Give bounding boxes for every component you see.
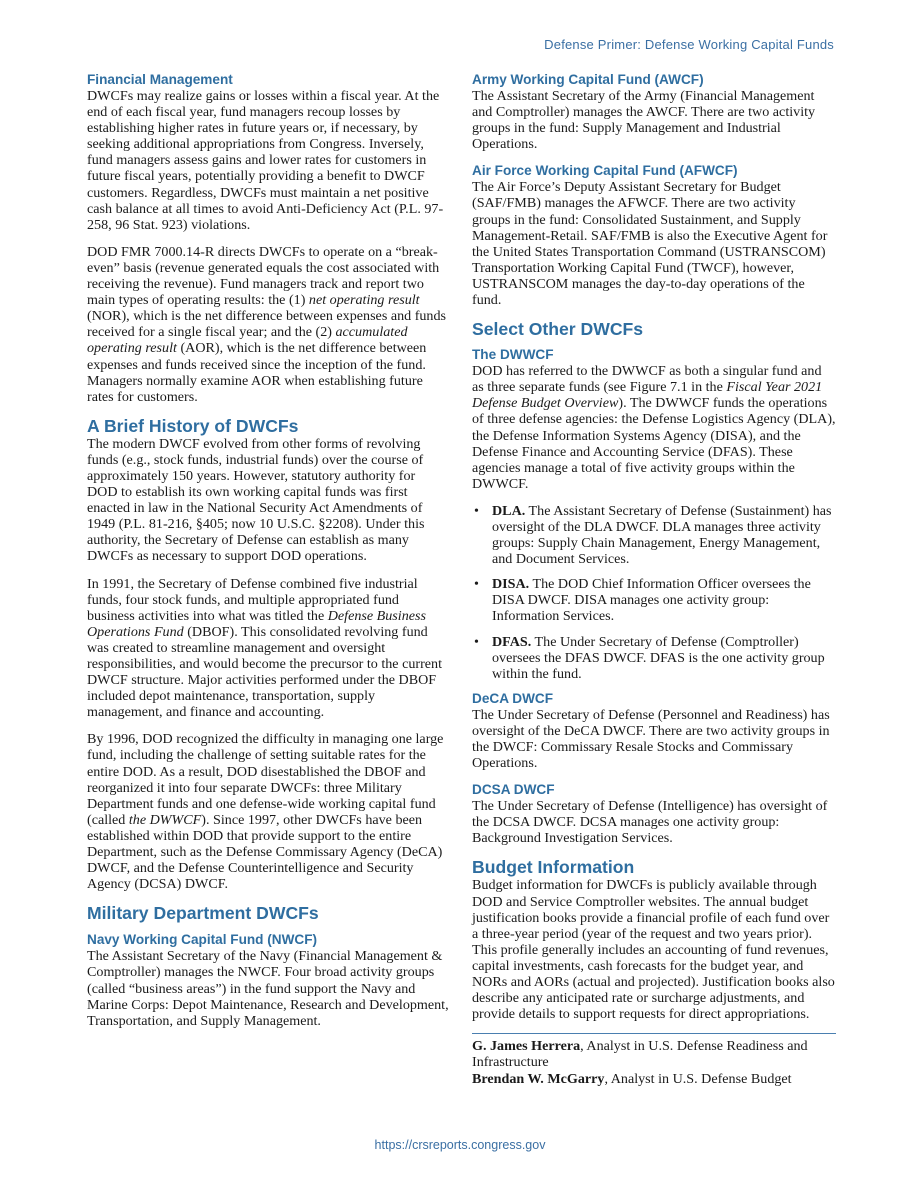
dcsa-paragraph: The Under Secretary of Defense (Intelligence) has oversight of the DCSA DWCF. DCSA manages one activity group: Background Investigation Services. <box>472 798 828 847</box>
dcsa-heading: DCSA DWCF <box>472 782 555 798</box>
left-column <box>87 72 449 1040</box>
list-item: • DLA. The Assistant Secretary of Defense (Sustainment) has oversight of the DLA DWCF. DLA manages three activity groups: Supply Chain Management, Energy Management, and Document Services. <box>474 502 832 568</box>
agency-list <box>472 503 836 682</box>
history-paragraph-2: In 1991, the Secretary of Defense combined five industrial funds, four stock funds, and multiple appropriated fund business activities into what was titled the Defense Business Operations Fund (DBOF). This consolidated revolving fund was created to streamline management and oversight responsibilities, and would become the precursor to the current DWCF structure. Major activities performed under the DBOF included depot maintenance, transportation, supply management, and finance and accounting. <box>87 575 442 721</box>
budget-paragraph: Budget information for DWCFs is publicly available through DOD and Service Comptroller websites. The annual budget justification books provide a financial profile of each fund over a three-year period (year of the request and two years prior). This profile generally includes an accounting of fund revenues, capital investments, cash forecasts for the budget year, and NORs and AORs (actual and projected). Justification books also describe any anticipated rate or surcharge adjustments, and provide details to support requests for direct appropriations. <box>472 877 835 1023</box>
financial-management-heading: Financial Management <box>87 72 233 87</box>
running-header: Defense Primer: Defense Working Capital Funds <box>544 37 834 52</box>
awcf-paragraph: The Assistant Secretary of the Army (Financial Management and Comptroller) manages the AWCF. There are two activity groups in the fund: Supply Management and Industrial Operations. <box>472 88 816 153</box>
history-paragraph-1: The modern DWCF evolved from other forms of revolving funds (e.g., stock funds, industrial funds) over the course of approximately 150 years. However, statutory authority for DOD to establish its own working capital funds was first enacted in law in the National Security Act Amendments of 1949 (P.L. 81-216, §405; now 10 U.S.C. §2208). Under this authority, the Secretary of Defense can establish as many DWCFs as necessary to support DOD operations. <box>87 435 425 565</box>
author-block <box>472 1033 836 1086</box>
other-dwcfs-heading: Select Other DWCFs <box>472 319 644 340</box>
dwwcf-paragraph: DOD has referred to the DWWCF as both a singular fund and as three separate funds (see Figure 7.1 in the Fiscal Year 2021 Defense Budget Overview). The DWWCF funds the operations of three defense agencies: the Defense Logistics Agency (DLA), the Defense Information Systems Agency (DISA), and the Defense Finance and Accounting Service (DFAS). These agencies manage a total of five activity groups within the DWWCF. <box>472 363 836 492</box>
history-heading: A Brief History of DWCFs <box>87 415 299 436</box>
afwcf-heading: Air Force Working Capital Fund (AFWCF) <box>472 163 738 179</box>
deca-heading: DeCA DWCF <box>472 690 554 706</box>
financial-management-paragraph-1: DWCFs may realize gains or losses within a fiscal year. At the end of each fiscal year, fund managers recoup losses by establishing higher rates in future years or, if necessary, by seeking additional appropriations from Congress. Inversely, fund managers assess gains and lower rates for customers in future fiscal years, potentially providing a benefit to DWCF customers. Regardless, DWCFs must maintain a net positive cash balance at all times to avoid Anti-Deficiency Act (P.L. 97-258, 96 Stat. 923) violations. <box>87 88 444 233</box>
list-item: • DISA. The DOD Chief Information Officer oversees the DISA DWCF. DISA manages one activity group: Information Services. <box>474 576 811 625</box>
list-item: • DFAS. The Under Secretary of Defense (Comptroller) oversees the DFAS DWCF. DFAS is the one activity group within the fund. <box>474 633 825 682</box>
nwcf-heading: Navy Working Capital Fund (NWCF) <box>87 932 318 948</box>
footer-url[interactable]: https://crsreports.congress.gov <box>374 1138 546 1152</box>
budget-heading: Budget Information <box>472 857 635 878</box>
afwcf-paragraph: The Air Force’s Deputy Assistant Secretary for Budget (SAF/FMB) manages the AFWCF. There are two activity groups in the fund: Consolidated Sustainment, and Supply Management-Retail. SAF/FMB is also the Executive Agent for the United States Transportation Command (USTRANSCOM) Transportation Working Capital Fund (TWCF), however, USTRANSCOM manages the day-to-day operations of the fund. <box>472 179 828 309</box>
bullet-icon: • <box>474 633 479 650</box>
author-2: Brendan W. McGarry, Analyst in U.S. Defense Budget <box>472 1070 792 1087</box>
awcf-heading: Army Working Capital Fund (AWCF) <box>472 72 704 87</box>
nwcf-paragraph: The Assistant Secretary of the Navy (Financial Management & Comptroller) manages the NWCF. Four broad activity groups (called “business areas”) in the fund support the Navy and Marine Corps: Depot Maintenance, Research and Development, Transportation, and Supply Management. <box>87 948 449 1029</box>
author-1: G. James Herrera, Analyst in U.S. Defense Readiness and Infrastructure <box>472 1038 808 1071</box>
military-department-heading: Military Department DWCFs <box>87 903 319 924</box>
financial-management-paragraph-2: DOD FMR 7000.14-R directs DWCFs to operate on a “break-even” basis (revenue generated equals the cost associated with receiving the revenue). Fund managers track and report two main types of operating results: the (1) net operating result (NOR), which is the net difference between expenses and funds received for a single fiscal year; and the (2) accumulated operating result (AOR), which is the net difference between expenses and funds received since the inception of the fund. Managers normally examine AOR when establishing future rates for customers. <box>87 243 447 405</box>
bullet-icon: • <box>474 502 479 519</box>
right-column <box>472 72 836 1087</box>
deca-paragraph: The Under Secretary of Defense (Personnel and Readiness) has oversight of the DeCA DWCF. There are two activity groups in the DWCF: Commissary Resale Stocks and Commissary Operations. <box>472 706 830 772</box>
bullet-icon: • <box>474 576 479 593</box>
history-paragraph-3: By 1996, DOD recognized the difficulty in managing one large fund, including the challenge of setting suitable rates for the entire DOD. As a result, DOD disestablished the DBOF and reorganized it into four separate DWCFs: three Military Department funds and one defense-wide working capital fund (called the DWWCF). Since 1997, other DWCFs have been established within DOD that provide support to the entire Department, such as the Defense Commissary Agency (DeCA) DWCF, and the Defense Counterintelligence and Security Agency (DCSA) DWCF. <box>87 731 444 893</box>
dwwcf-heading: The DWWCF <box>472 347 554 363</box>
